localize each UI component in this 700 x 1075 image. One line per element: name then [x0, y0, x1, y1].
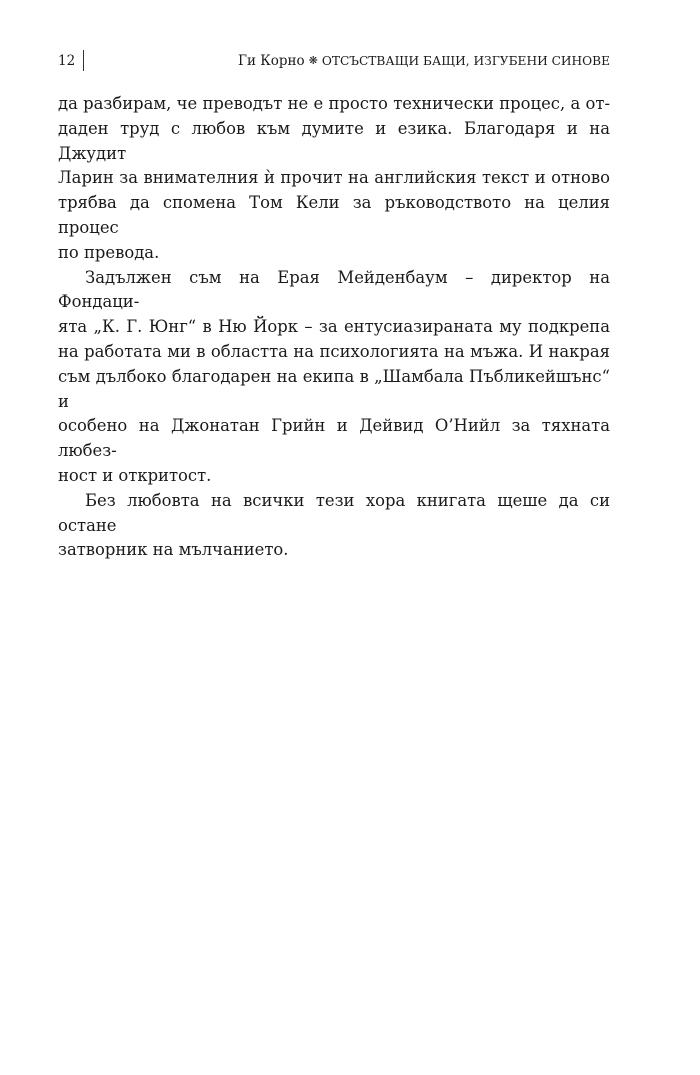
running-header: [58, 50, 610, 72]
header-divider: [83, 50, 84, 71]
text-line-content: Без любовта на всички тези хора книгата щеше да си остане: [58, 490, 610, 535]
text-line: даден труд с любов към думите и езика. Благодаря и на Джудит: [58, 118, 610, 163]
text-line: съм дълбоко благодарен на екипа в „Шамбала Пъбликейшънс“ и: [58, 366, 610, 411]
header-book-title: ОТСЪСТВАЩИ БАЩИ, ИЗГУБЕНИ СИНОВЕ: [321, 54, 610, 68]
running-title: [238, 50, 610, 73]
text-line: трябва да спомена Том Кели за ръководството на целия процес: [58, 193, 610, 237]
text-line-content: Задължен съм на Ерая Мейденбаум – директор на Фондаци-: [58, 267, 610, 312]
text-line: [58, 266, 610, 316]
page-number: 12: [58, 53, 76, 69]
text-line: ята „К. Г. Юнг“ в Ню Йорк – за ентусиазираната му подкрепа: [58, 317, 610, 337]
text-line: особено на Джонатан Грийн и Дейвид О’Нийл за тяхната любез-: [58, 416, 610, 461]
text-line: Ларин за внимателния ѝ прочит на английския текст и отново: [58, 168, 610, 188]
header-author: Ги Корно: [238, 53, 305, 69]
text-line: [58, 489, 610, 539]
text-line: затворник на мълчанието.: [58, 540, 289, 560]
body-text: [58, 92, 610, 563]
text-line: да разбирам, че преводът не е просто технически процес, а от-: [58, 94, 610, 113]
text-line: на работата ми в областта на психологията на мъжа. И накрая: [58, 341, 610, 361]
ornament-icon: ❋: [308, 54, 318, 67]
text-line: по превода.: [58, 242, 160, 262]
text-line: ност и откритост.: [58, 465, 212, 485]
